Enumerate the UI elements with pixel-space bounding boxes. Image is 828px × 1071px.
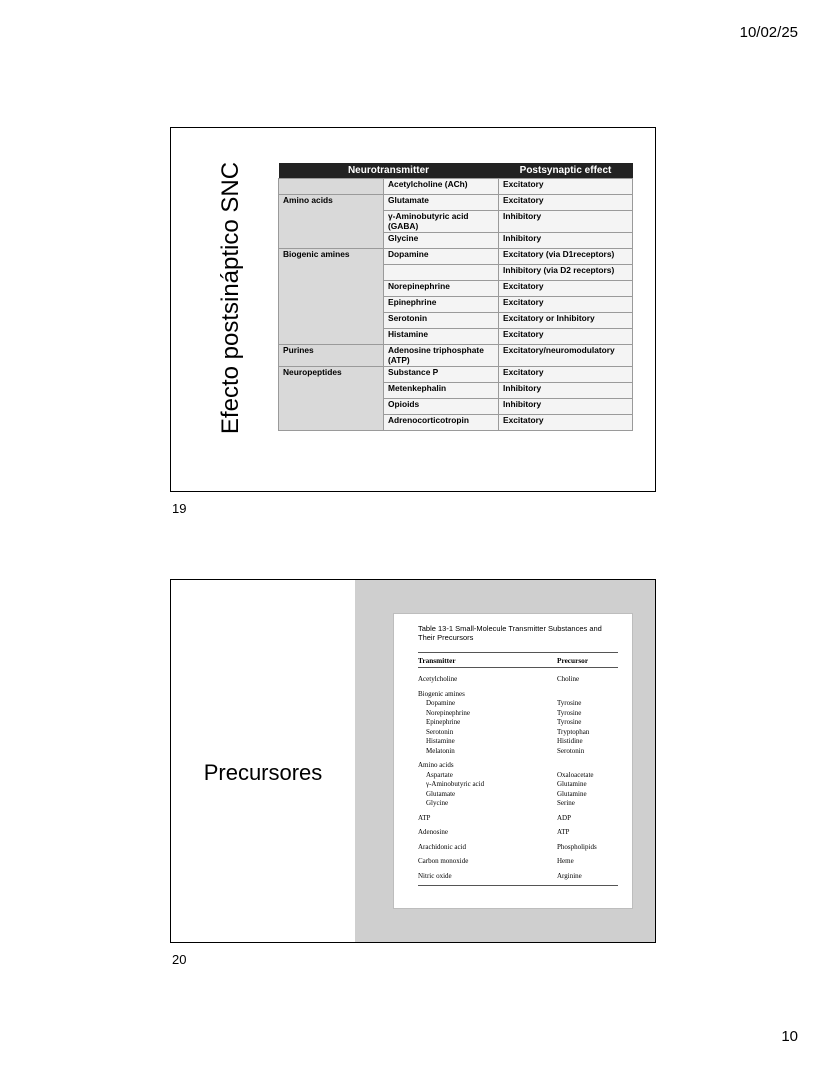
precursor-name: Oxaloacetate bbox=[557, 770, 594, 779]
list-item bbox=[418, 814, 618, 824]
transmitter-cell: Acetylcholine (ACh) bbox=[384, 179, 499, 195]
category-cell bbox=[279, 329, 384, 345]
table-row bbox=[279, 415, 633, 431]
precursor-name: Glutamine bbox=[557, 789, 587, 798]
slide-19 bbox=[170, 127, 656, 492]
precursor-table-image bbox=[393, 613, 633, 909]
category-cell: Purines bbox=[279, 345, 384, 367]
category-cell bbox=[279, 313, 384, 329]
effect-cell: Excitatory bbox=[499, 367, 633, 383]
list-item bbox=[418, 737, 618, 747]
category-cell bbox=[279, 211, 384, 233]
transmitter-cell: Substance P bbox=[384, 367, 499, 383]
precursor-name: ATP bbox=[557, 828, 570, 836]
table-row bbox=[279, 345, 633, 367]
image-panel bbox=[355, 580, 655, 942]
list-item bbox=[418, 857, 618, 867]
list-item bbox=[418, 799, 618, 809]
effect-cell: Excitatory bbox=[499, 297, 633, 313]
page-number: 10 bbox=[781, 1028, 798, 1045]
page-date: 10/02/25 bbox=[739, 24, 798, 41]
transmitter-name: Adenosine bbox=[418, 828, 448, 836]
transmitter-name: Aspartate bbox=[426, 770, 453, 779]
category-cell bbox=[279, 383, 384, 399]
header-postsynaptic-effect: Postsynaptic effect bbox=[499, 163, 633, 179]
precursor-name: Histidine bbox=[557, 737, 583, 745]
precursor-name: Tyrosine bbox=[557, 718, 582, 726]
category-cell: Biogenic amines bbox=[279, 249, 384, 265]
table-row bbox=[279, 297, 633, 313]
effect-cell: Inhibitory (via D2 receptors) bbox=[499, 265, 633, 281]
transmitter-name: Histamine bbox=[426, 737, 455, 745]
category-cell: Neuropeptides bbox=[279, 367, 384, 383]
effect-cell: Excitatory bbox=[499, 329, 633, 345]
precursor-name: Phospholipids bbox=[557, 842, 597, 851]
transmitter-name: Melatonin bbox=[426, 746, 455, 755]
table-row bbox=[279, 383, 633, 399]
table-row bbox=[279, 233, 633, 249]
effect-cell: Excitatory (via D1receptors) bbox=[499, 249, 633, 265]
precursor-name: Arginine bbox=[557, 871, 582, 880]
transmitter-name: Glycine bbox=[426, 799, 449, 807]
transmitter-name: Nitric oxide bbox=[418, 871, 452, 880]
list-item bbox=[418, 761, 618, 771]
category-cell bbox=[279, 415, 384, 431]
list-item bbox=[418, 790, 618, 800]
table-header bbox=[418, 653, 618, 667]
list-item bbox=[418, 843, 618, 853]
effect-cell: Excitatory/neuromodulatory bbox=[499, 345, 633, 367]
precursor-name: Tryptophan bbox=[557, 727, 590, 736]
header-neurotransmitter: Neurotransmitter bbox=[279, 163, 499, 179]
list-item bbox=[418, 747, 618, 757]
precursor-name: Tyrosine bbox=[557, 699, 582, 707]
transmitter-name: Norepinephrine bbox=[426, 708, 470, 717]
list-item bbox=[418, 728, 618, 738]
category-cell bbox=[279, 399, 384, 415]
category-cell bbox=[279, 265, 384, 281]
slide-title: Efecto postsináptico SNC bbox=[217, 161, 244, 435]
precursor-name: Tyrosine bbox=[557, 708, 582, 717]
table-caption: Table 13-1 Small-Molecule Transmitter Substances and Their Precursors bbox=[418, 624, 602, 642]
transmitter-cell: Norepinephrine bbox=[384, 281, 499, 297]
table-row bbox=[279, 211, 633, 233]
transmitter-name: Epinephrine bbox=[426, 718, 461, 726]
category-cell: Amino acids bbox=[279, 195, 384, 211]
table-row bbox=[279, 249, 633, 265]
effect-cell: Inhibitory bbox=[499, 211, 633, 233]
table-row bbox=[279, 367, 633, 383]
list-item bbox=[418, 780, 618, 790]
transmitter-cell: Serotonin bbox=[384, 313, 499, 329]
table-row bbox=[279, 313, 633, 329]
transmitter-cell: Histamine bbox=[384, 329, 499, 345]
effect-cell: Inhibitory bbox=[499, 233, 633, 249]
list-item bbox=[418, 709, 618, 719]
transmitter-name: Serotonin bbox=[426, 727, 454, 736]
effect-cell: Inhibitory bbox=[499, 383, 633, 399]
effect-cell: Excitatory bbox=[499, 415, 633, 431]
transmitter-name: Biogenic amines bbox=[418, 689, 465, 698]
transmitter-name: γ-Aminobutyric acid bbox=[426, 780, 485, 788]
transmitter-cell: Glycine bbox=[384, 233, 499, 249]
category-cell bbox=[279, 281, 384, 297]
effect-cell: Excitatory bbox=[499, 281, 633, 297]
transmitter-cell bbox=[384, 265, 499, 281]
precursor-name: Glutamine bbox=[557, 780, 587, 788]
transmitter-cell: Glutamate bbox=[384, 195, 499, 211]
effect-cell: Excitatory or Inhibitory bbox=[499, 313, 633, 329]
list-item bbox=[418, 690, 618, 700]
transmitter-cell: Epinephrine bbox=[384, 297, 499, 313]
precursor-name: Serotonin bbox=[557, 746, 585, 755]
transmitter-cell: Adenosine triphosphate (ATP) bbox=[384, 345, 499, 367]
table-row bbox=[279, 195, 633, 211]
precursor-name: Serine bbox=[557, 799, 575, 807]
list-item bbox=[418, 718, 618, 728]
transmitter-cell: γ-Aminobutyric acid (GABA) bbox=[384, 211, 499, 233]
transmitter-cell: Metenkephalin bbox=[384, 383, 499, 399]
header-precursor: Precursor bbox=[557, 656, 589, 665]
precursor-name: Heme bbox=[557, 857, 574, 865]
effect-cell: Excitatory bbox=[499, 195, 633, 211]
precursor-name: ADP bbox=[557, 813, 572, 822]
slide-number: 19 bbox=[172, 501, 187, 516]
transmitter-name: Dopamine bbox=[426, 699, 456, 707]
effect-cell: Inhibitory bbox=[499, 399, 633, 415]
transmitter-name: Glutamate bbox=[426, 789, 456, 798]
slide-20 bbox=[170, 579, 656, 943]
table-row bbox=[279, 329, 633, 345]
table-row bbox=[279, 281, 633, 297]
slide-number: 20 bbox=[172, 952, 187, 967]
title-panel bbox=[171, 580, 355, 942]
list-item bbox=[418, 872, 618, 882]
transmitter-name: Acetylcholine bbox=[418, 675, 458, 683]
transmitter-name: Amino acids bbox=[418, 761, 454, 769]
slide-title: Precursores bbox=[203, 760, 323, 785]
table-row bbox=[279, 265, 633, 281]
precursor-name: Choline bbox=[557, 675, 580, 683]
category-cell bbox=[279, 297, 384, 313]
table-row bbox=[279, 179, 633, 195]
transmitter-cell: Opioids bbox=[384, 399, 499, 415]
header-transmitter: Transmitter bbox=[418, 656, 456, 665]
transmitter-cell: Dopamine bbox=[384, 249, 499, 265]
transmitter-name: Arachidonic acid bbox=[418, 842, 467, 851]
list-item bbox=[418, 675, 618, 685]
transmitter-name: ATP bbox=[418, 813, 431, 822]
transmitter-cell: Adrenocorticotropin bbox=[384, 415, 499, 431]
effect-cell: Excitatory bbox=[499, 179, 633, 195]
table-row bbox=[279, 399, 633, 415]
list-item bbox=[418, 828, 618, 838]
neurotransmitter-table bbox=[278, 163, 633, 431]
category-cell bbox=[279, 233, 384, 249]
list-item bbox=[418, 699, 618, 709]
category-cell bbox=[279, 179, 384, 195]
transmitter-name: Carbon monoxide bbox=[418, 857, 469, 865]
list-item bbox=[418, 771, 618, 781]
